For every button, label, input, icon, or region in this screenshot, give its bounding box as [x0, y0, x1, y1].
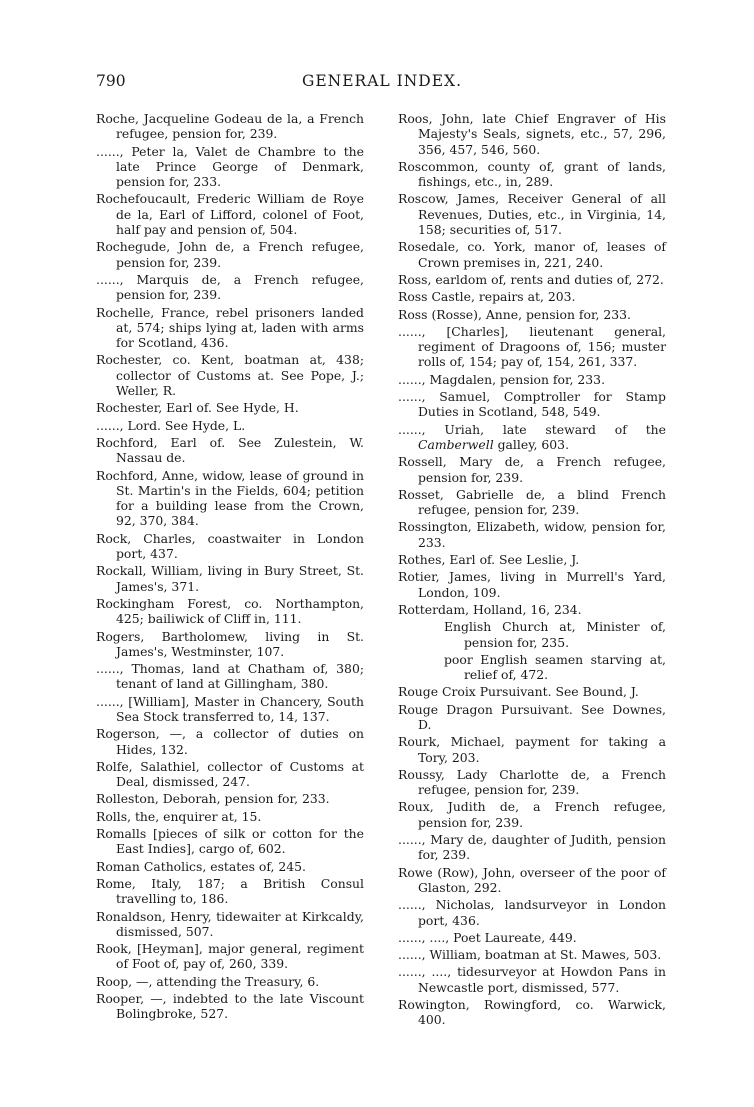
index-entry: Rotier, James, living in Murrell's Yard, London, 109. [398, 569, 666, 600]
index-entry: Romalls [pieces of silk or cotton for the East Indies], cargo of, 602. [96, 826, 364, 857]
index-entry: Rotterdam, Holland, 16, 234. [398, 601, 582, 617]
index-column-left [96, 111, 364, 1024]
index-entry: ......, William, boatman at St. Mawes, 503. [398, 947, 662, 963]
index-entry: Ross (Rosse), Anne, pension for, 233. [398, 306, 631, 322]
index-entry: Rockall, William, living in Bury Street, St. James's, 371. [96, 563, 364, 594]
index-entry: Rouge Croix Pursuivant. See Bound, J. [398, 684, 639, 700]
running-title: GENERAL INDEX. [301, 72, 463, 90]
index-entry: Rogers, Bartholomew, living in St. James's, Westminster, 107. [96, 628, 364, 659]
index-entry: ......, Thomas, land at Chatham of, 380; tenant of land at Gillingham, 380. [96, 661, 364, 692]
index-subentry: English Church at, Minister of, pension for, 235. [444, 619, 666, 650]
index-entry: Rochelle, France, rebel prisoners landed at, 574; ships lying at, laden with arms for Scotland, 436. [96, 304, 364, 351]
page-header [96, 72, 668, 96]
index-entry: Rochester, Earl of. See Hyde, H. [96, 400, 299, 416]
index-entry: Rowington, Rowingford, co. Warwick, 400. [398, 997, 666, 1028]
index-entry: ......, [Charles], lieutenant general, regiment of Dragoons of, 156; muster rolls of, 154; pay of, 154, 261, 337. [398, 323, 666, 370]
index-entry: Roos, John, late Chief Engraver of His Majesty's Seals, signets, etc., 57, 296, 356, 457, 546, 560. [398, 111, 666, 157]
index-entry: Roux, Judith de, a French refugee, pension for, 239. [398, 799, 666, 830]
index-entry: Rooper, —, indebted to the late Viscount Bolingbroke, 527. [96, 991, 364, 1022]
index-entry: Rochford, Earl of. See Zulestein, W. Nassau de. [96, 434, 364, 466]
index-entry: ......, [William], Master in Chancery, South Sea Stock transferred to, 14, 137. [96, 693, 364, 724]
index-entry: ......, Peter la, Valet de Chambre to the late Prince George of Denmark, pension for, 233. [96, 143, 364, 190]
index-entry: Rossell, Mary de, a French refugee, pension for, 239. [398, 454, 666, 485]
ship-name: Camberwell [418, 436, 494, 452]
index-entry: Rome, Italy, 187; a British Consul travelling to, 186. [96, 875, 364, 907]
index-entry: Roche, Jacqueline Godeau de la, a French refugee, pension for, 239. [96, 111, 364, 142]
index-entry: Rolls, the, enquirer at, 15. [96, 808, 262, 824]
index-entry: Rosset, Gabrielle de, a blind French refugee, pension for, 239. [398, 486, 666, 518]
index-entry: Roussy, Lady Charlotte de, a French refugee, pension for, 239. [398, 766, 666, 798]
index-entry: Rolfe, Salathiel, collector of Customs at Deal, dismissed, 247. [96, 758, 364, 790]
index-entry: Rochester, co. Kent, boatman at, 438; collector of Customs at. See Pope, J.; Weller, R. [96, 352, 364, 399]
index-subentry: poor English seamen starving at, relief of, 472. [444, 651, 666, 683]
index-entry: ......, Marquis de, a French refugee, pension for, 239. [96, 271, 364, 303]
index-entry: Ross, earldom of, rents and duties of, 272. [398, 271, 664, 287]
page-number: 790 [96, 72, 126, 90]
index-entry: Rowe (Row), John, overseer of the poor of Glaston, 292. [398, 864, 666, 895]
index-entry: ......, Samuel, Comptroller for Stamp Duties in Scotland, 548, 549. [398, 389, 666, 420]
index-entry: ......, Nicholas, landsurveyor in London port, 436. [398, 897, 666, 928]
index-entry: Roscommon, county of, grant of lands, fishings, etc., in, 289. [398, 158, 666, 190]
index-entry: Rochegude, John de, a French refugee, pension for, 239. [96, 239, 364, 270]
index-entry: Rourk, Michael, payment for taking a Tory, 203. [398, 734, 666, 765]
index-entry: Rosedale, co. York, manor of, leases of Crown premises in, 221, 240. [398, 239, 666, 270]
index-entry: Rochford, Anne, widow, lease of ground in St. Martin's in the Fields, 604; petition for a building lease from the Crown, 92, 370, 384. [96, 467, 364, 529]
index-entry: Rogerson, —, a collector of duties on Hides, 132. [96, 726, 364, 757]
index-entry: ......, Lord. See Hyde, L. [96, 417, 246, 433]
index-entry: Ronaldson, Henry, tidewaiter at Kirkcaldy, dismissed, 507. [96, 908, 364, 939]
index-entry: ......, Uriah, late steward of the Camberwell galley, 603. [398, 421, 666, 452]
index-entry: ......, ...., Poet Laureate, 449. [398, 929, 577, 945]
index-entry: Roman Catholics, estates of, 245. [96, 858, 306, 874]
index-entry: Rook, [Heyman], major general, regiment of Foot of, pay of, 260, 339. [96, 941, 364, 972]
index-entry: ......, ...., tidesurveyor at Howdon Pans in Newcastle port, dismissed, 577. [398, 964, 666, 995]
index-entry: ......, Magdalen, pension for, 233. [398, 371, 606, 387]
index-column-right [398, 111, 666, 1030]
index-entry: ......, Mary de, daughter of Judith, pension for, 239. [398, 832, 666, 863]
index-entry: Roop, —, attending the Treasury, 6. [96, 973, 320, 989]
index-entry: Rossington, Elizabeth, widow, pension for, 233. [398, 519, 666, 550]
index-entry: Rockingham Forest, co. Northampton, 425; bailiwick of Cliff in, 111. [96, 595, 364, 627]
index-entry: Rothes, Earl of. See Leslie, J. [398, 552, 580, 568]
index-entry: Rolleston, Deborah, pension for, 233. [96, 791, 330, 807]
index-entry: Rouge Dragon Pursuivant. See Downes, D. [398, 701, 666, 732]
index-entry: Roscow, James, Receiver General of all Revenues, Duties, etc., in Virginia, 14, 158; securities of, 517. [398, 191, 666, 238]
index-entry: Ross Castle, repairs at, 203. [398, 289, 576, 305]
index-entry: Rochefoucault, Frederic William de Roye de la, Earl of Lifford, colonel of Foot, half pay and pension of, 504. [96, 191, 364, 238]
index-entry: Rock, Charles, coastwaiter in London port, 437. [96, 530, 364, 562]
